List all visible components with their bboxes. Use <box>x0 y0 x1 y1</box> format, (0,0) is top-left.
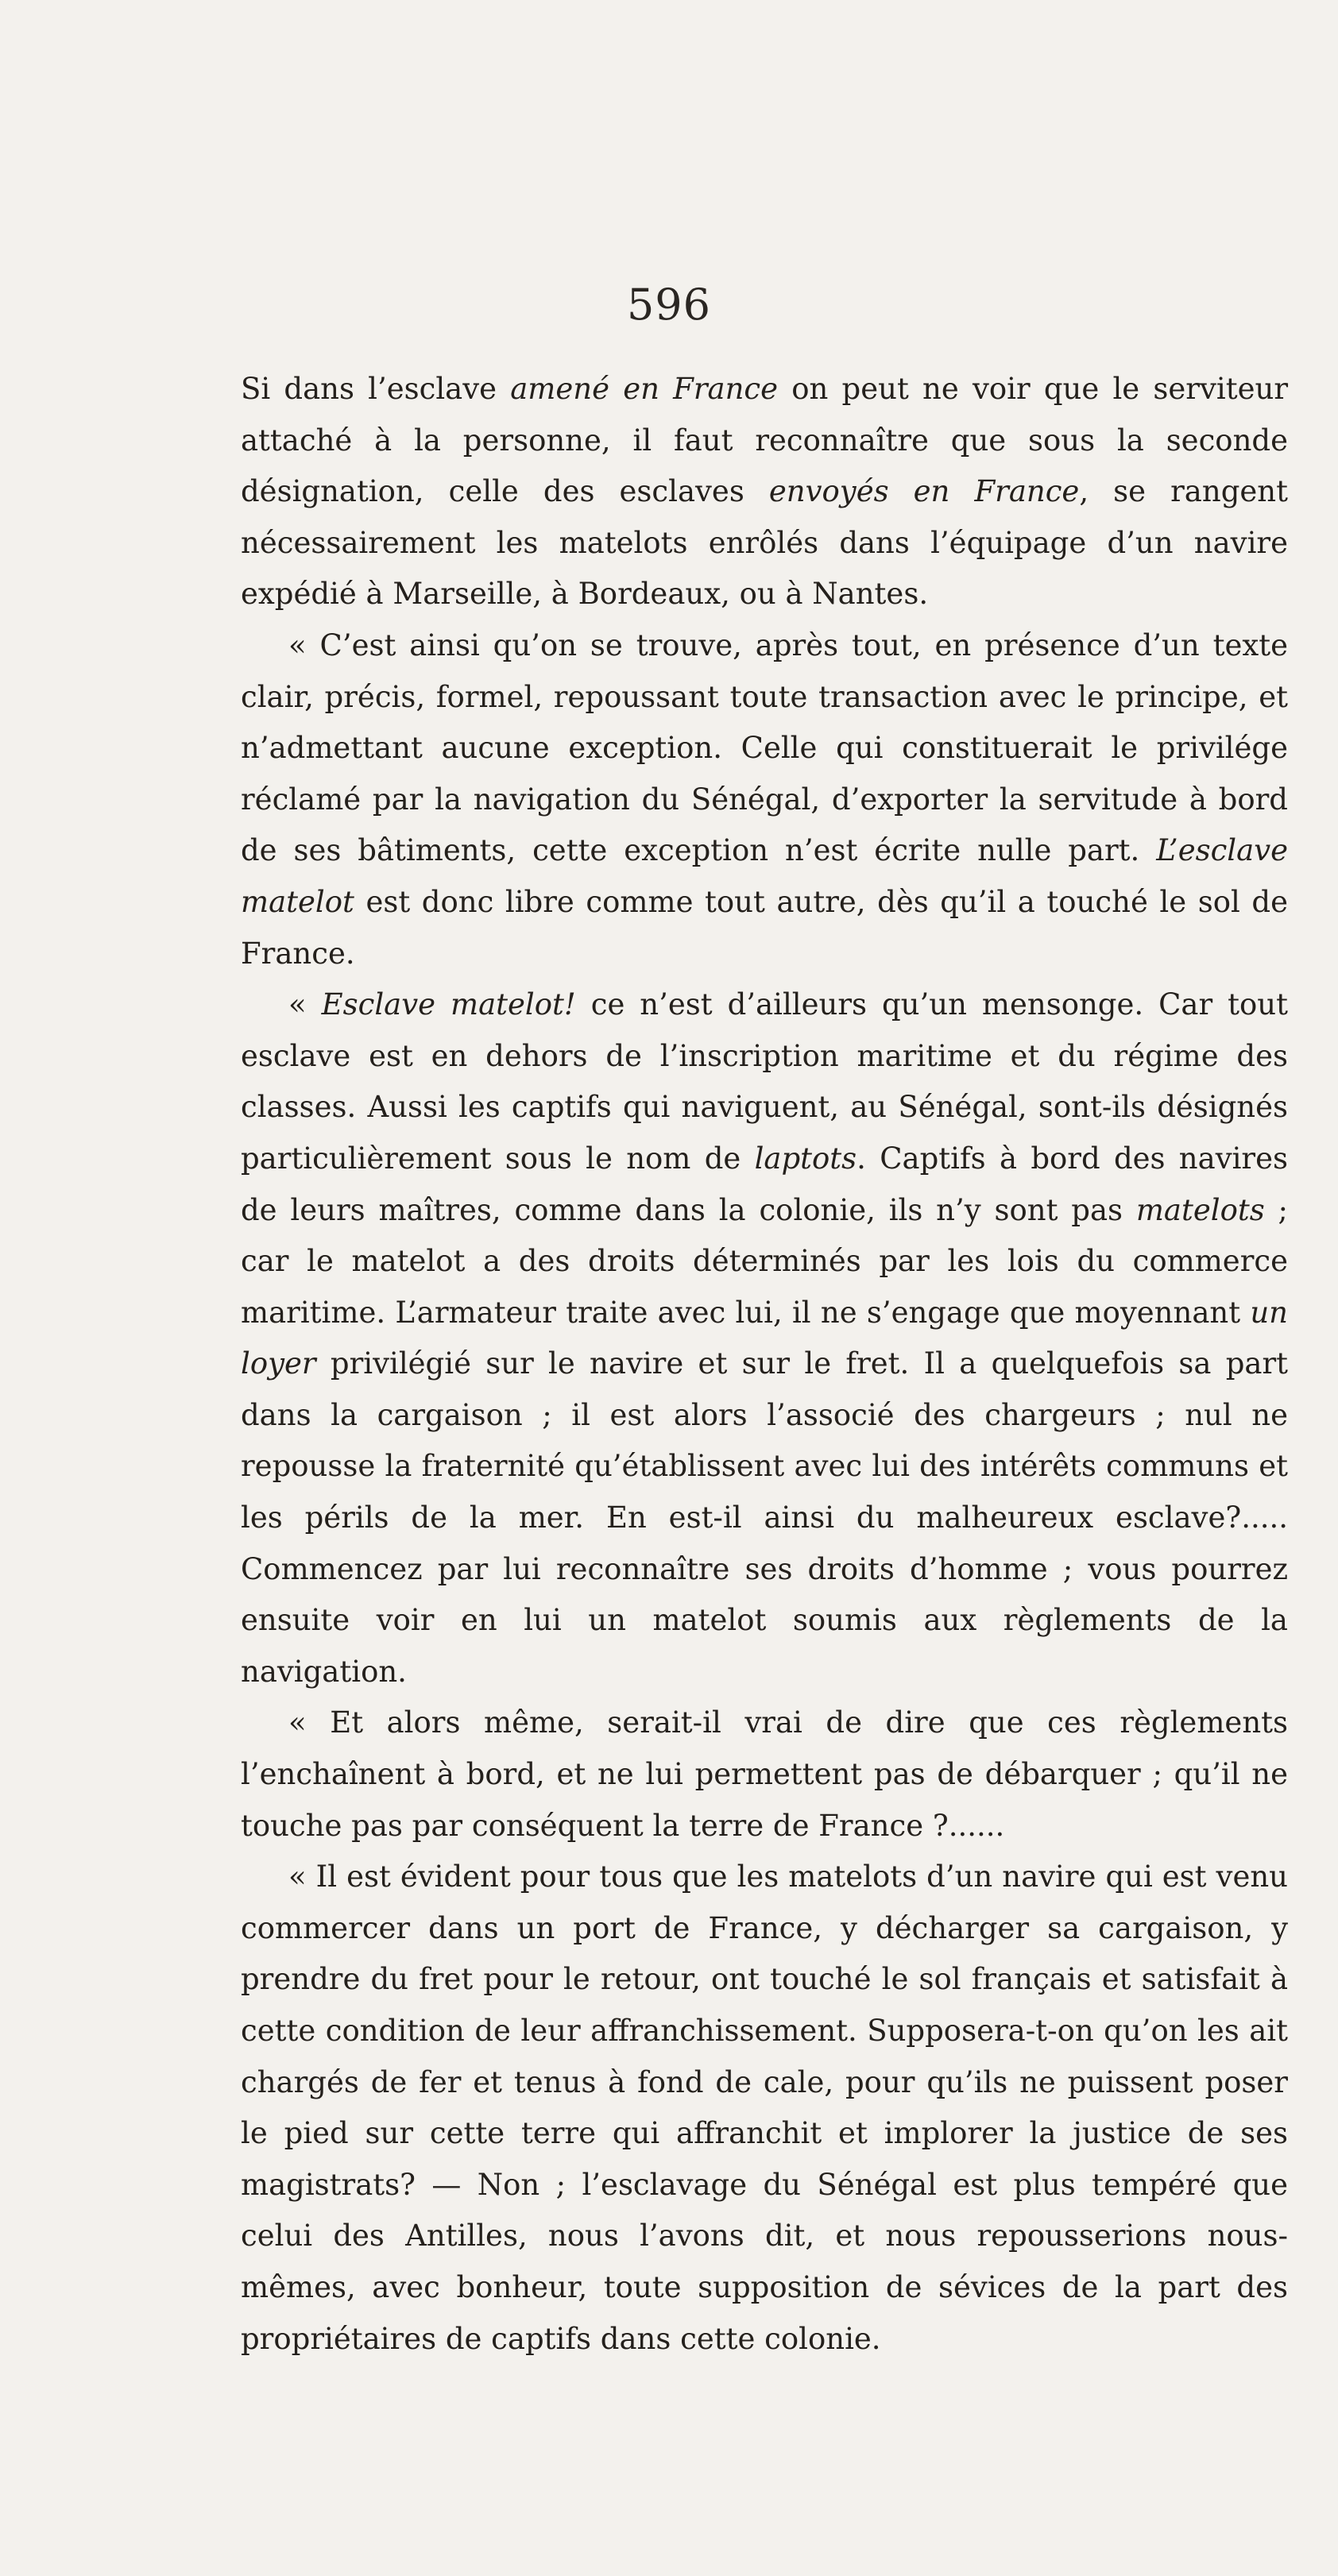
paragraph <box>241 620 1288 979</box>
text-run: privilégié sur le navire et sur le fret. Il a quelquefois sa part dans la cargaison ; il est alors l’associé des chargeurs ; nul ne repousse la fraternité qu’établissent avec lui des intérêts communs et les périls de la mer. En est-il ainsi du malheureux esclave?..... Commencez par lui reconnaître ses droits d’homme ; vous pourrez ensuite voir en lui un matelot soumis aux règlements de la navigation. <box>241 1346 1288 1689</box>
italic-phrase: Esclave matelot! <box>321 987 576 1022</box>
italic-phrase: amené en France <box>510 372 779 406</box>
text-run: on peut ne voir que le serviteur attaché à la personne, il faut reconnaître que sous la seconde désignation, celle des esclaves <box>241 372 1288 509</box>
paragraph <box>241 1697 1288 1852</box>
text-run: est donc libre comme tout autre, dès qu’il a touché le sol de France. <box>241 884 1288 971</box>
italic-phrase: laptots <box>754 1141 857 1176</box>
text-run: ce n’est d’ailleurs qu’un mensonge. Car tout esclave est en dehors de l’inscription maritime et du régime des classes. Aussi les captifs qui naviguent, au Sénégal, sont-ils désignés particulièrement sous le nom de <box>241 987 1288 1176</box>
body-text <box>241 364 1288 2365</box>
italic-phrase: un loyer <box>241 1295 1288 1381</box>
text-run: « C’est ainsi qu’on se trouve, après tout, en présence d’un texte clair, précis, formel, repoussant toute transaction avec le principe, et n’admettant aucune exception. Celle qui constituerait le privilége réclamé par la navigation du Sénégal, d’exporter la servitude à bord de ses bâtiments, cette exception n’est écrite nulle part. <box>241 628 1288 868</box>
text-run: « Il est évident pour tous que les matelots d’un navire qui est venu commercer dans un port de France, y décharger sa cargaison, y prendre du fret pour le retour, ont touché le sol français et satisfait à cette condition de leur affranchissement. Supposera-t-on qu’on les ait chargés de fer et tenus à fond de cale, pour qu’ils ne puissent poser le pied sur cette terre qui affranchit et implorer la justice de ses magistrats? — Non ; l’esclavage du Sénégal est plus tempéré que celui des Antilles, nous l’avons dit, et nous repousserions nous-mêmes, avec bonheur, toute supposition de sévices de la part des propriétaires de captifs dans cette colonie. <box>241 1860 1288 2356</box>
text-run: , se rangent nécessairement les matelots enrôlés dans l’équipage d’un navire expédié à Marseille, à Bordeaux, ou à Nantes. <box>241 474 1288 612</box>
paragraph <box>241 979 1288 1697</box>
text-run: « Et alors même, serait-il vrai de dire que ces règlements l’enchaînent à bord, et ne lui permettent pas de débarquer ; qu’il ne touche pas par conséquent la terre de France ?...... <box>241 1705 1288 1843</box>
italic-phrase: envoyés en France <box>768 474 1080 509</box>
page-number: 596 <box>626 280 712 330</box>
text-run: ; car le matelot a des droits déterminés par les lois du commerce maritime. L’armateur traite avec lui, il ne s’engage que moyennant <box>241 1192 1288 1330</box>
italic-phrase: matelots <box>1135 1192 1265 1227</box>
paragraph <box>241 364 1288 620</box>
text-run: Si dans l’esclave <box>241 372 511 406</box>
text-run: « <box>288 987 322 1022</box>
text-run: . Captifs à bord des navires de leurs maîtres, comme dans la colonie, ils n’y sont pas <box>241 1141 1288 1227</box>
italic-phrase: L’esclave matelot <box>241 833 1288 919</box>
paragraph <box>241 1852 1288 2365</box>
